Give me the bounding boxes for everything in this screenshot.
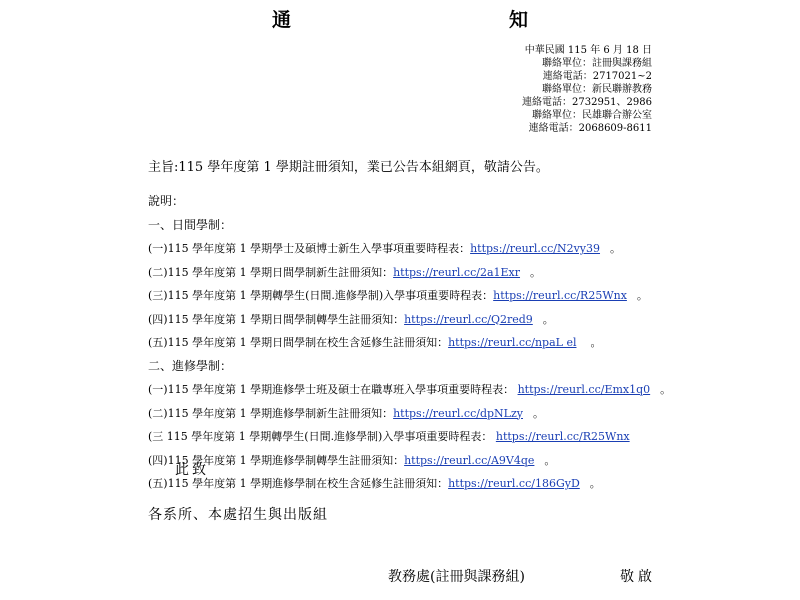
- item-text: (三)115 學年度第 1 學期轉學生(日間.進修學制)入學事項重要時程表：: [148, 289, 494, 302]
- item-text: (二)115 學年度第 1 學期進修學制新生註冊須知：: [148, 406, 394, 420]
- item-tail: 。: [660, 383, 672, 396]
- section-heading-day: 一、日間學制：: [148, 217, 233, 232]
- subject-line: 主旨:115 學年度第 1 學期註冊須知，業已公告本組網頁，敬請公告。: [148, 160, 549, 175]
- explanation-block: [148, 190, 671, 496]
- item-tail: 。: [610, 242, 622, 255]
- item-link[interactable]: https://reurl.cc/R25Wnx: [493, 289, 627, 302]
- item-link[interactable]: https://reurl.cc/N2vy39: [470, 242, 601, 255]
- explanation-label: 說明：: [148, 194, 185, 208]
- contact-unit-3: 聯絡單位：民雄聯合辦公室: [532, 110, 652, 121]
- item-text: (四)115 學年度第 1 學期日間學制轉學生註冊須知：: [148, 312, 405, 326]
- notice-title: 通 知: [271, 9, 588, 31]
- item-link[interactable]: https://reurl.cc/Q2red9: [404, 312, 533, 326]
- recipient-line: 各系所、本處招生與出版組: [148, 507, 328, 523]
- item-link[interactable]: https://reurl.cc/A9V4qe: [404, 453, 535, 467]
- contact-info-block: [522, 44, 652, 135]
- issue-date: 中華民國 115 年 6 月 18 日: [524, 45, 652, 56]
- item-tail: 。: [530, 265, 542, 279]
- contact-phone-1: 連絡電話：2717021~2: [542, 71, 652, 82]
- closing-phrase: 此致: [175, 462, 209, 478]
- item-text: (一)115 學年度第 1 學期學士及碩博士新生入學事項重要時程表：: [148, 242, 471, 255]
- list-item: [148, 237, 671, 261]
- item-tail: [630, 430, 640, 443]
- list-item: [148, 472, 671, 496]
- list-item: [148, 284, 671, 308]
- item-link[interactable]: https://reurl.cc/R25Wnx: [495, 430, 630, 443]
- item-tail: 。: [532, 406, 544, 420]
- item-tail: 。: [589, 477, 601, 490]
- contact-unit-1: 聯絡單位：註冊與課務組: [542, 58, 652, 69]
- item-text: (二)115 學年度第 1 學期日間學制新生註冊須知：: [148, 265, 394, 279]
- item-link[interactable]: https://reurl.cc/dpNLzy: [393, 406, 523, 420]
- list-item: [148, 402, 671, 426]
- item-link[interactable]: https://reurl.cc/2a1Exr: [393, 265, 521, 279]
- contact-unit-2: 聯絡單位：新民聯辦教務: [542, 84, 652, 95]
- list-item: [148, 378, 671, 402]
- item-text: (四)115 學年度第 1 學期進修學制轉學生註冊須知：: [148, 453, 405, 467]
- item-tail: 。: [542, 312, 554, 326]
- contact-phone-2: 連絡電話：2732951、2986: [522, 97, 652, 108]
- item-text: (五)115 學年度第 1 學期進修學制在校生含延修生註冊須知：: [148, 477, 449, 490]
- list-item: [148, 261, 671, 285]
- item-link[interactable]: https://reurl.cc/npaL el: [448, 336, 577, 349]
- item-text: (一)115 學年度第 1 學期進修學士班及碩士在職專班入學事項重要時程表：: [148, 383, 518, 396]
- list-item: [148, 449, 671, 473]
- list-item: [148, 308, 671, 332]
- item-link[interactable]: https://reurl.cc/Emx1q0: [517, 383, 651, 396]
- section-heading-continuing: 二、進修學制：: [148, 358, 233, 373]
- list-item: [148, 331, 671, 355]
- contact-phone-3: 連絡電話：2068609-8611: [528, 123, 652, 134]
- item-tail: 。: [544, 453, 556, 467]
- salutation: 敬啟: [620, 569, 656, 585]
- item-text: (五)115 學年度第 1 學期日間學制在校生含延修生註冊須知：: [148, 336, 449, 349]
- item-link[interactable]: https://reurl.cc/186GyD: [448, 477, 580, 490]
- item-tail: 。: [636, 289, 648, 302]
- list-item: [148, 425, 671, 449]
- signer-office: 教務處(註冊與課務組): [388, 569, 525, 585]
- item-text: (三 115 學年度第 1 學期轉學生(日間.進修學制)入學事項重要時程表：: [148, 430, 496, 443]
- item-tail: 。: [590, 336, 602, 349]
